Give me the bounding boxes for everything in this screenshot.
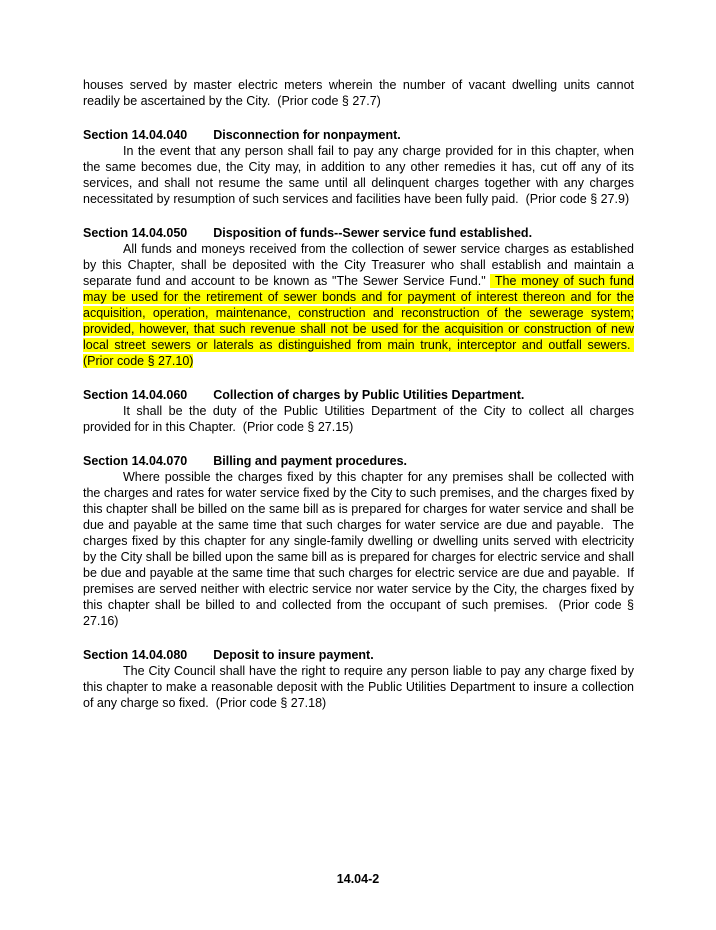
paragraph-body	[83, 469, 634, 629]
section-heading	[83, 225, 634, 241]
section-section-14.04.080	[83, 647, 634, 711]
paragraph-body	[83, 403, 634, 435]
page-number: 14.04-2	[336, 872, 380, 886]
section-title: Collection of charges by Public Utilities Department.	[213, 388, 525, 402]
paragraph-body	[83, 241, 634, 369]
text-run: The City Council shall have the right to require any person liable to pay any charge fixed by this chapter to make a reasonable deposit with the Public Utilities Department to insure a collection of any charge so fixed. (Prior code § 27.18)	[83, 664, 634, 710]
section-heading	[83, 453, 634, 469]
text-run: houses served by master electric meters wherein the number of vacant dwelling units cannot readily be ascertained by the City. (Prior code § 27.7)	[83, 78, 634, 108]
text-run: All funds and moneys received from the collection of sewer service charges as established by this Chapter, shall be deposited with the City Treasurer who shall establish and maintain a separate fund and account to be known as "The Sewer Service Fund."	[83, 242, 634, 288]
section-section-14.04.070	[83, 453, 634, 629]
text-run: It shall be the duty of the Public Utilities Department of the City to collect all charges provided for in this Chapter. (Prior code § 27.15)	[83, 404, 634, 434]
text-run: In the event that any person shall fail to pay any charge provided for in this chapter, when the same becomes due, the City may, in addition to any other remedies it has, cut off any of its services, and shall not resume the same until all delinquent charges together with any charges necessitated by resumption of such services and facilities have been fully paid. (Prior code § 27.9)	[83, 144, 634, 206]
section-section-14.04.060	[83, 387, 634, 435]
paragraph-continuation	[83, 77, 634, 109]
section-title: Disposition of funds--Sewer service fund established.	[213, 226, 533, 240]
section-number: Section 14.04.050	[83, 226, 188, 240]
section-heading	[83, 647, 634, 663]
section-heading	[83, 387, 634, 403]
section-section-14.04.040	[83, 127, 634, 207]
section-section-14.04.050	[83, 225, 634, 369]
section-heading	[83, 127, 634, 143]
highlighted-text: The money of such fund may be used for the retirement of sewer bonds and for payment of interest thereon and for the acquisition, operation, maintenance, construction and reconstruction of the sewerage system; provided, however, that such revenue shall not be used for the acquisition or construction of new local street sewers or laterals as distinguished from main trunk, interceptor and outfall sewers. (Prior code § 27.10)	[83, 274, 634, 368]
paragraph-body	[83, 663, 634, 711]
paragraph-body	[83, 143, 634, 207]
section-number: Section 14.04.070	[83, 454, 188, 468]
section-number: Section 14.04.040	[83, 128, 188, 142]
text-run: Where possible the charges fixed by this chapter for any premises shall be collected with the charges and rates for water service fixed by the City to such premises, and the charges fixed by this chapter shall be billed on the same bill as is prepared for charges for water service and shall be due and payable at the same time that such charges for water service are due and payable. The charges fixed by this chapter for any single-family dwelling or dwelling units served with electricity by the City shall be billed upon the same bill as is prepared for charges for electric service and shall be due and payable at the same time that such charges for electric service are due and payable. If premises are served neither with electric service nor water service by the City, the charges fixed by this chapter shall be billed to and collected from the occupant of such premises. (Prior code § 27.16)	[83, 470, 634, 628]
section-number: Section 14.04.060	[83, 388, 188, 402]
section-number: Section 14.04.080	[83, 648, 188, 662]
section-title: Disconnection for nonpayment.	[213, 128, 401, 142]
section-title: Deposit to insure payment.	[213, 648, 374, 662]
section-title: Billing and payment procedures.	[213, 454, 408, 468]
document-body	[83, 77, 634, 711]
